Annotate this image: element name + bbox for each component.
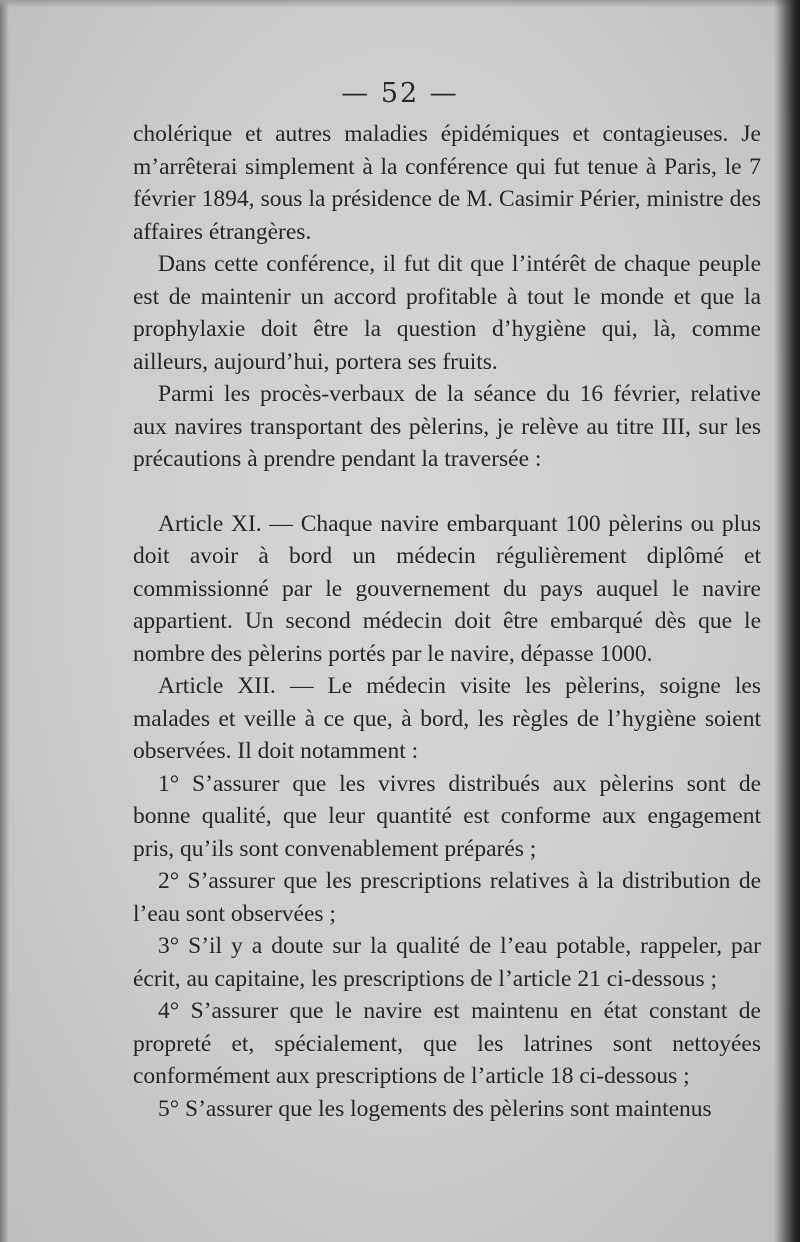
list-item-2: 2° S’assurer que les prescriptions relatives à la distribution de l’eau sont observées ;	[133, 868, 761, 927]
paragraph-proces-verbaux: Parmi les procès-verbaux de la séance du 16 février, relative aux navires transportant des pèlerins, je relève au titre III, sur les précautions à prendre pendant la traversée :	[133, 381, 761, 472]
page-body	[133, 118, 761, 1125]
list-item-3: 3° S’il y a doute sur la qualité de l’eau potable, rappeler, par écrit, au capitaine, les prescriptions de l’article 21 ci-dessous ;	[133, 933, 761, 992]
paragraph-article-xi: Article XI. — Chaque navire embarquant 100 pèlerins ou plus doit avoir à bord un médecin régulièrement diplômé et commissionné par le gouvernement du pays auquel le navire appartient. Un second médecin doit être embarqué dès que le nombre des pèlerins portés par le navire, dépasse 1000.	[133, 510, 761, 667]
page-number: — 52 —	[341, 78, 459, 109]
paragraph-cholera-context: cholérique et autres maladies épidémiques et contagieuses. Je m’arrêterai simplement à la conférence qui fut tenue à Paris, le 7 février 1894, sous la présidence de M. Casimir Périer, ministre des affaires étrangères.	[133, 121, 761, 245]
page-left-edge-shadow	[0, 0, 10, 1242]
list-item-5: 5° S’assurer que les logements des pèlerins sont maintenus	[158, 1095, 712, 1122]
list-item-4: 4° S’assurer que le navire est maintenu en état constant de propreté et, spécialement, que les latrines sont nettoyées conformément aux prescriptions de l’article 18 ci-dessous ;	[133, 998, 761, 1089]
list-item-1: 1° S’assurer que les vivres distribués aux pèlerins sont de bonne qualité, que leur quantité est conforme aux engagement pris, qu’ils sont convenablement préparés ;	[133, 770, 761, 862]
paragraph-article-xii: Article XII. — Le médecin visite les pèlerins, soigne les malades et veille à ce que, à bord, les règles de l’hygiène soient observées. Il doit notamment :	[133, 673, 761, 764]
page-top-edge-shadow	[0, 0, 800, 8]
page-gutter-shadow	[774, 0, 800, 1242]
paragraph-conference: Dans cette conférence, il fut dit que l’intérêt de chaque peuple est de maintenir un accord profitable à tout le monde et que la prophylaxie doit être la question d’hygiène qui, là, comme ailleurs, aujourd’hui, portera ses fruits.	[133, 251, 761, 375]
section-gap	[133, 476, 761, 508]
